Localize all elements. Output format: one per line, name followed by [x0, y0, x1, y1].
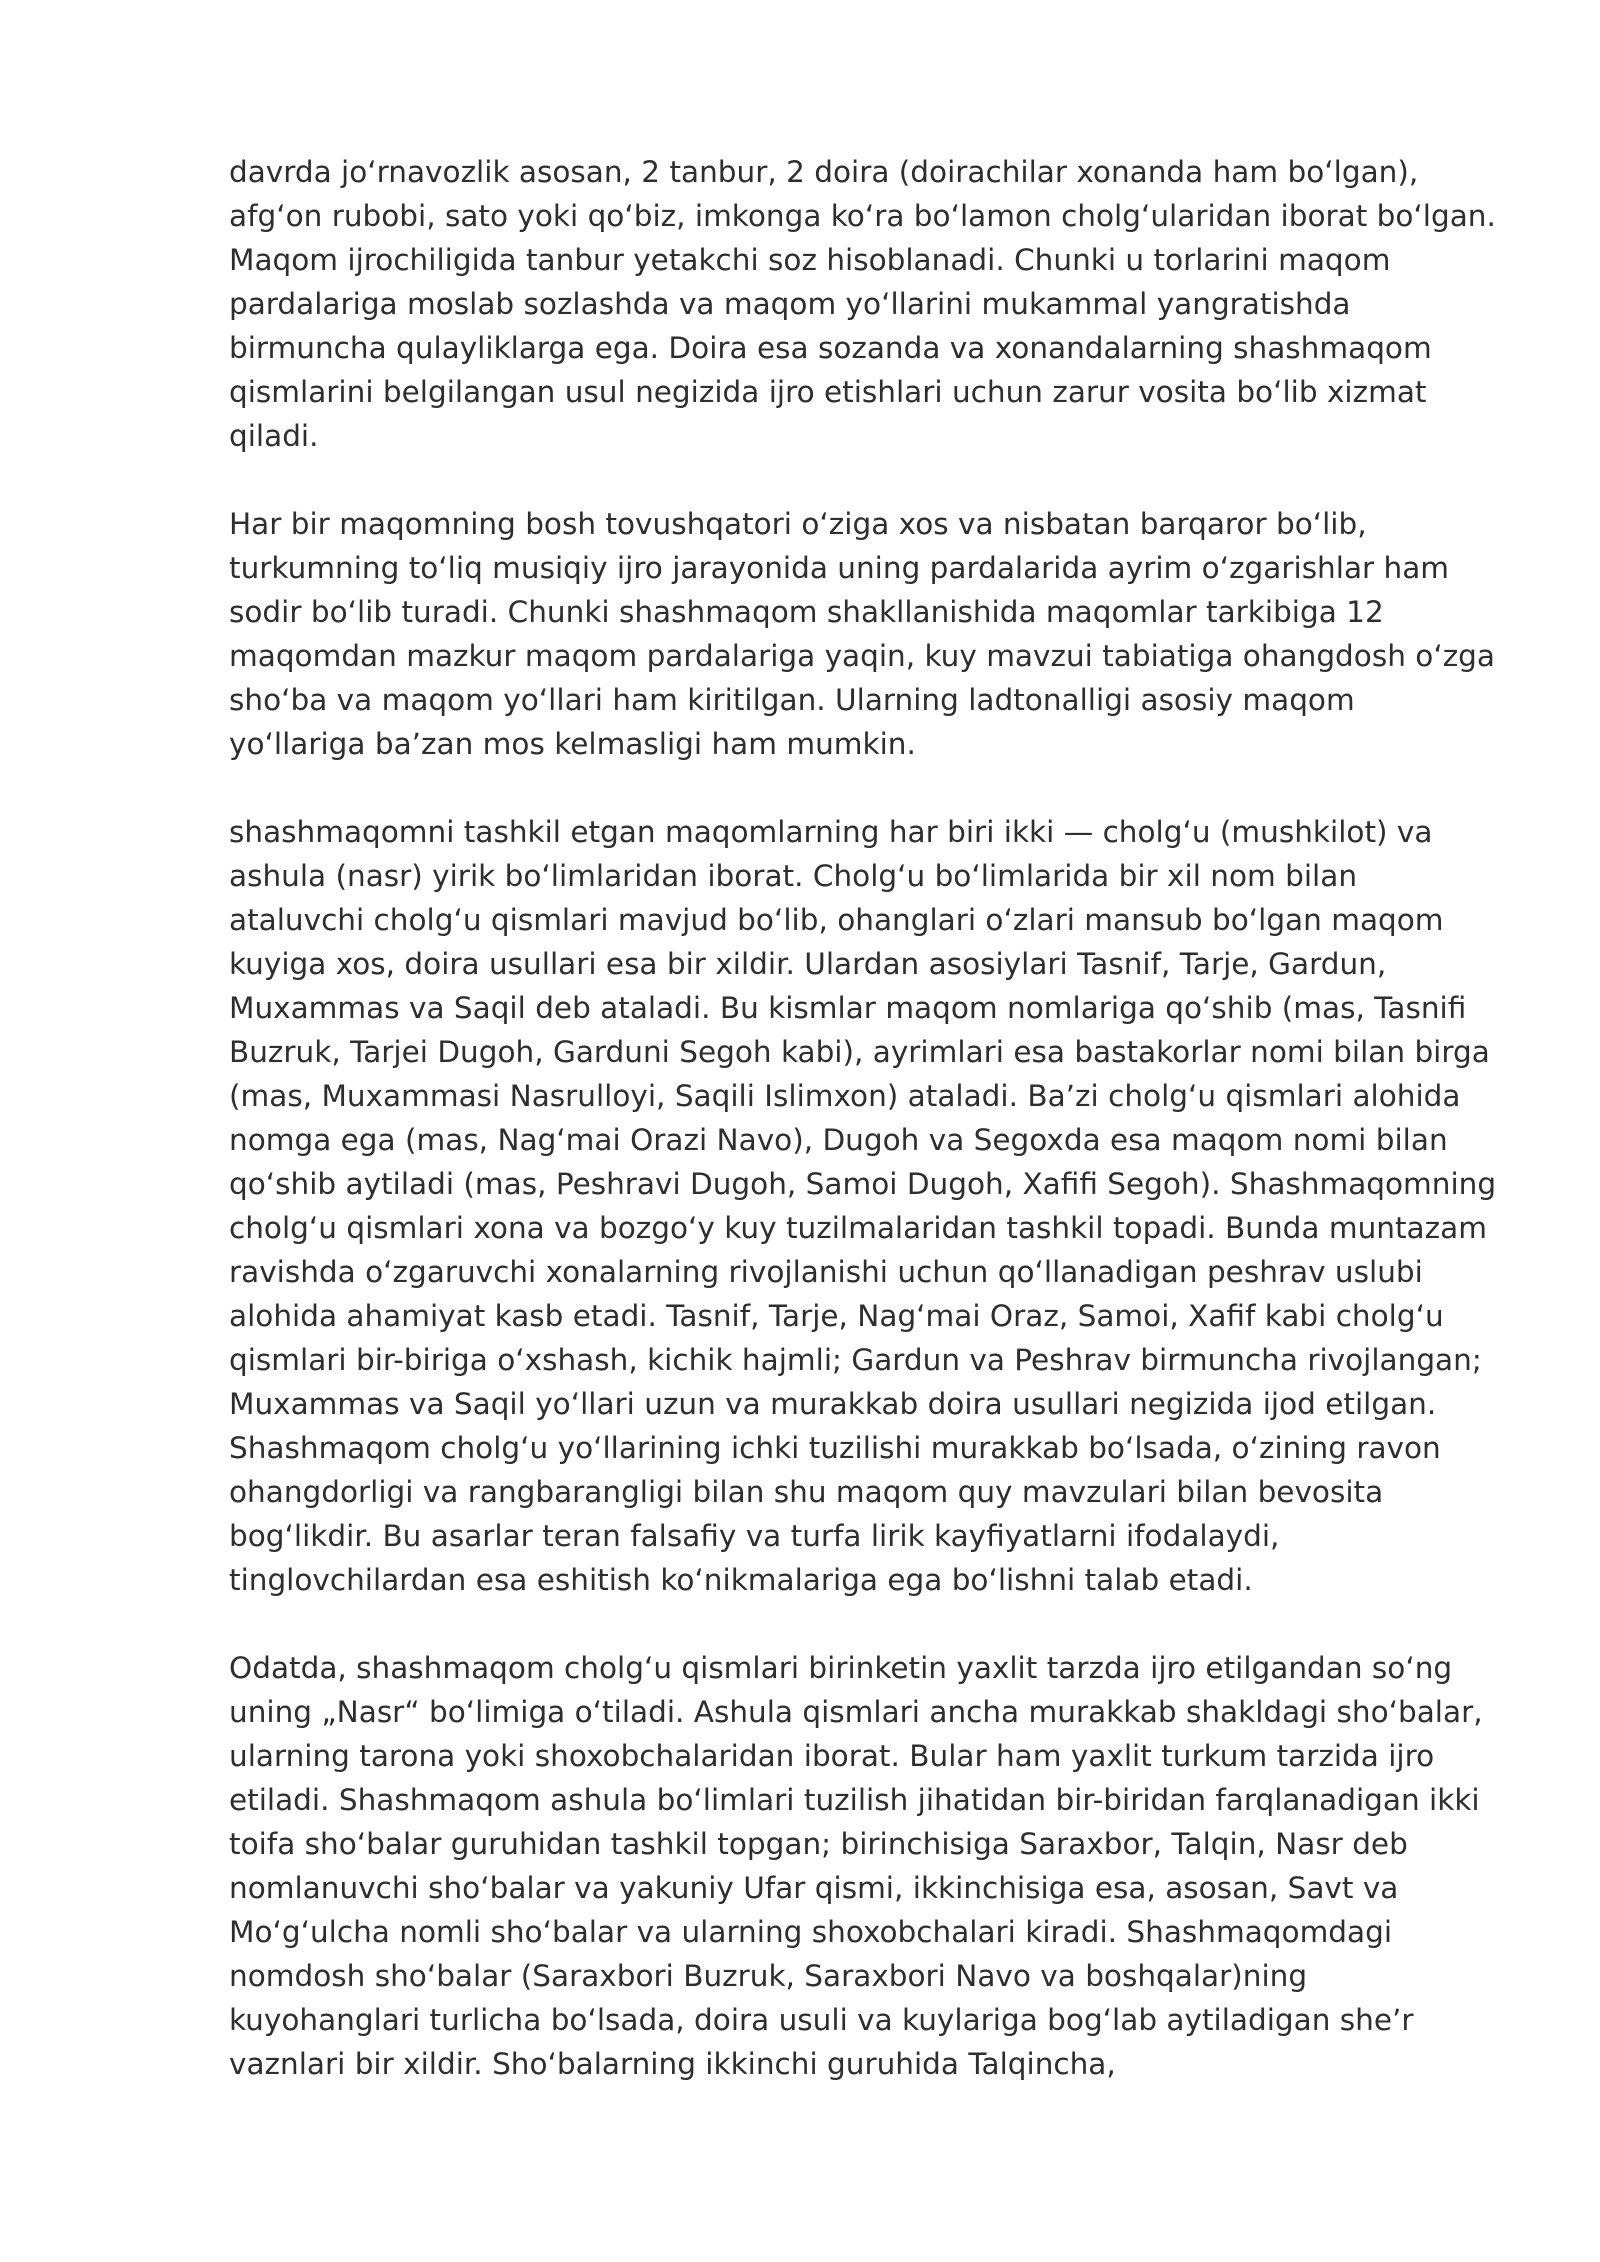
paragraph-3: shashmaqomni tashkil etgan maqomlarning har biri ikki — cholg‘u (mushkilot) va ashula (nasr) yirik bo‘limlaridan iborat. Cholg‘u bo‘limlarida bir xil nom bilan ataluvchi cholg‘u qismlari mavjud bo‘lib, ohanglari o‘zlari mansub bo‘lgan maqom kuyiga xos, doira usullari esa bir xildir. Ulardan asosiylari Tasnif, Tarje, Gardun, Muxammas va Saqil deb ataladi. Bu kismlar maqom nomlariga qo‘shib (mas, Tasnifi Buzruk, Tarjei Dugoh, Garduni Segoh kabi), ayrimlari esa bastakorlar nomi bilan birga (mas, Muxammasi Nasrulloyi, Saqili Islimxon) ataladi. Ba’zi cholg‘u qismlari alohida nomga ega (mas, Nag‘mai Orazi Navo), Dugoh va Segoxda esa maqom nomi bilan qo‘shib aytiladi (mas, Peshravi Dugoh, Samoi Dugoh, Xafifi Segoh). Shashmaqomning cholg‘u qismlari xona va bozgo‘y kuy tuzilmalaridan tashkil topadi. Bunda muntazam ravishda o‘zgaruvchi xonalarning rivojlanishi uchun qo‘llanadigan peshrav uslubi alohida ahamiyat kasb etadi. Tasnif, Tarje, Nag‘mai Oraz, Samoi, Xafif kabi cholg‘u qismlari bir-biriga o‘xshash, kichik hajmli; Gardun va Peshrav birmuncha rivojlangan; Muxammas va Saqil yo‘llari uzun va murakkab doira usullari negizida ijod etilgan. Shashmaqom cholg‘u yo‘llarining ichki tuzilishi murakkab bo‘lsada, o‘zining ravon ohangdorligi va rangbarangligi bilan shu maqom quy mavzulari bilan bevosita bog‘likdir. Bu asarlar teran falsafiy va turfa lirik kayfiyatlarni ifodalaydi, tinglovchilardan esa eshitish ko‘nikmalariga ega bo‘lishni talab etadi.	[229, 815, 1497, 1597]
paragraph-1: davrda jo‘rnavozlik asosan, 2 tanbur, 2 doira (doirachilar xonanda ham bo‘lgan), afg‘on rubobi, sato yoki qo‘biz, imkonga ko‘ra bo‘lamon cholg‘ularidan iborat bo‘lgan. Maqom ijrochiligida tanbur yetakchi soz hisoblanadi. Chunki u torlarini maqom pardalariga moslab sozlashda va maqom yo‘llarini mukammal yangratishda birmuncha qulayliklarga ega. Doira esa sozanda va xonandalarning shashmaqom qismlarini belgilangan usul negizida ijro etishlari uchun zarur vosita bo‘lib xizmat qiladi.	[229, 155, 1496, 453]
document-body	[229, 150, 1499, 2086]
paragraph-4: Odatda, shashmaqom cholg‘u qismlari birinketin yaxlit tarzda ijro etilgandan so‘ng uning „Nasr“ bo‘limiga o‘tiladi. Ashula qismlari ancha murakkab shakldagi sho‘balar, ularning tarona yoki shoxobchalaridan iborat. Bular ham yaxlit turkum tarzida ijro etiladi. Shashmaqom ashula bo‘limlari tuzilish jihatidan bir-biridan farqlanadigan ikki toifa sho‘balar guruhidan tashkil topgan; birinchisiga Saraxbor, Talqin, Nasr deb nomlanuvchi sho‘balar va yakuniy Ufar qismi, ikkinchisiga esa, asosan, Savt va Mo‘g‘ulcha nomli sho‘balar va ularning shoxobchalari kiradi. Shashmaqomdagi nomdosh sho‘balar (Saraxbori Buzruk, Saraxbori Navo va boshqalar)ning kuyohanglari turlicha bo‘lsada, doira usuli va kuylariga bog‘lab aytiladigan she’r vaznlari bir xildir. Sho‘balarning ikkinchi guruhida Talqincha,	[229, 1651, 1483, 2081]
paragraph-2: Har bir maqomning bosh tovushqatori o‘ziga xos va nisbatan barqaror bo‘lib, turkumning to‘liq musiqiy ijro jarayonida uning pardalarida ayrim o‘zgarishlar ham sodir bo‘lib turadi. Chunki shashmaqom shakllanishida maqomlar tarkibiga 12 maqomdan mazkur maqom pardalariga yaqin, kuy mavzui tabiatiga ohangdosh o‘zga sho‘ba va maqom yo‘llari ham kiritilgan. Ularning ladtonalligi asosiy maqom yo‘llariga ba’zan mos kelmasligi ham mumkin.	[229, 507, 1495, 761]
